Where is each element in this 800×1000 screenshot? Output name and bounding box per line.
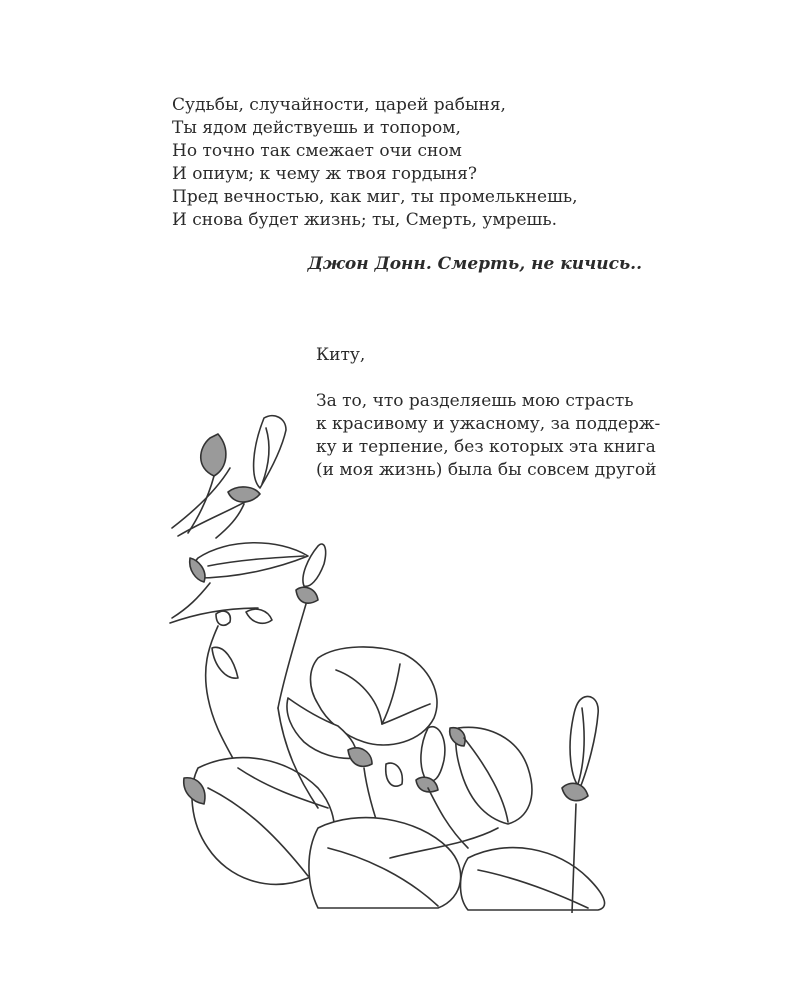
leaf xyxy=(461,848,605,910)
epigraph xyxy=(172,94,652,232)
dedication-line: За то, что разделяешь мою страсть xyxy=(316,391,634,411)
flower-bud xyxy=(246,609,272,623)
flower-bud-stem xyxy=(278,604,306,708)
epigraph-line: Судьбы, случайности, царей рабыня, xyxy=(172,95,506,115)
dedication-line: к красивому и ужасному, за поддерж- xyxy=(316,414,661,434)
flower-bud xyxy=(201,434,226,476)
flower-bud xyxy=(386,763,403,786)
epigraph-line: И опиум; к чему ж твоя гордыня? xyxy=(172,164,478,184)
flower-bud xyxy=(212,647,238,678)
flower-bud xyxy=(303,544,326,586)
flower-bud-sepal xyxy=(562,783,588,800)
dedication-salutation: Киту, xyxy=(316,345,366,365)
flower-bud-stem xyxy=(206,626,238,768)
vine-tendril xyxy=(172,468,230,528)
flower-bud-sepal xyxy=(228,487,260,502)
flower-bud-sepal xyxy=(296,587,318,603)
dedication-line: ку и терпение, без которых эта книга xyxy=(316,437,656,457)
flower-bud xyxy=(254,416,286,488)
epigraph-line: Ты ядом действуешь и топором, xyxy=(172,118,461,138)
epigraph-line: Но точно так смежает очи сном xyxy=(172,141,462,161)
epigraph-line: Пред вечностью, как миг, ты промелькнешь, xyxy=(172,187,578,207)
flower-bud xyxy=(216,611,230,625)
flower-bud xyxy=(421,727,445,781)
epigraph-line: И снова будет жизнь; ты, Смерть, умрешь. xyxy=(172,210,557,230)
epigraph-attribution: Джон Донн. Смерть, не кичись.. xyxy=(307,254,642,274)
dedication-line: (и моя жизнь) была бы совсем другой xyxy=(316,460,657,480)
morning-glory-illustration-icon xyxy=(168,408,638,913)
leaf xyxy=(309,818,461,908)
flower-sepal xyxy=(348,748,372,766)
